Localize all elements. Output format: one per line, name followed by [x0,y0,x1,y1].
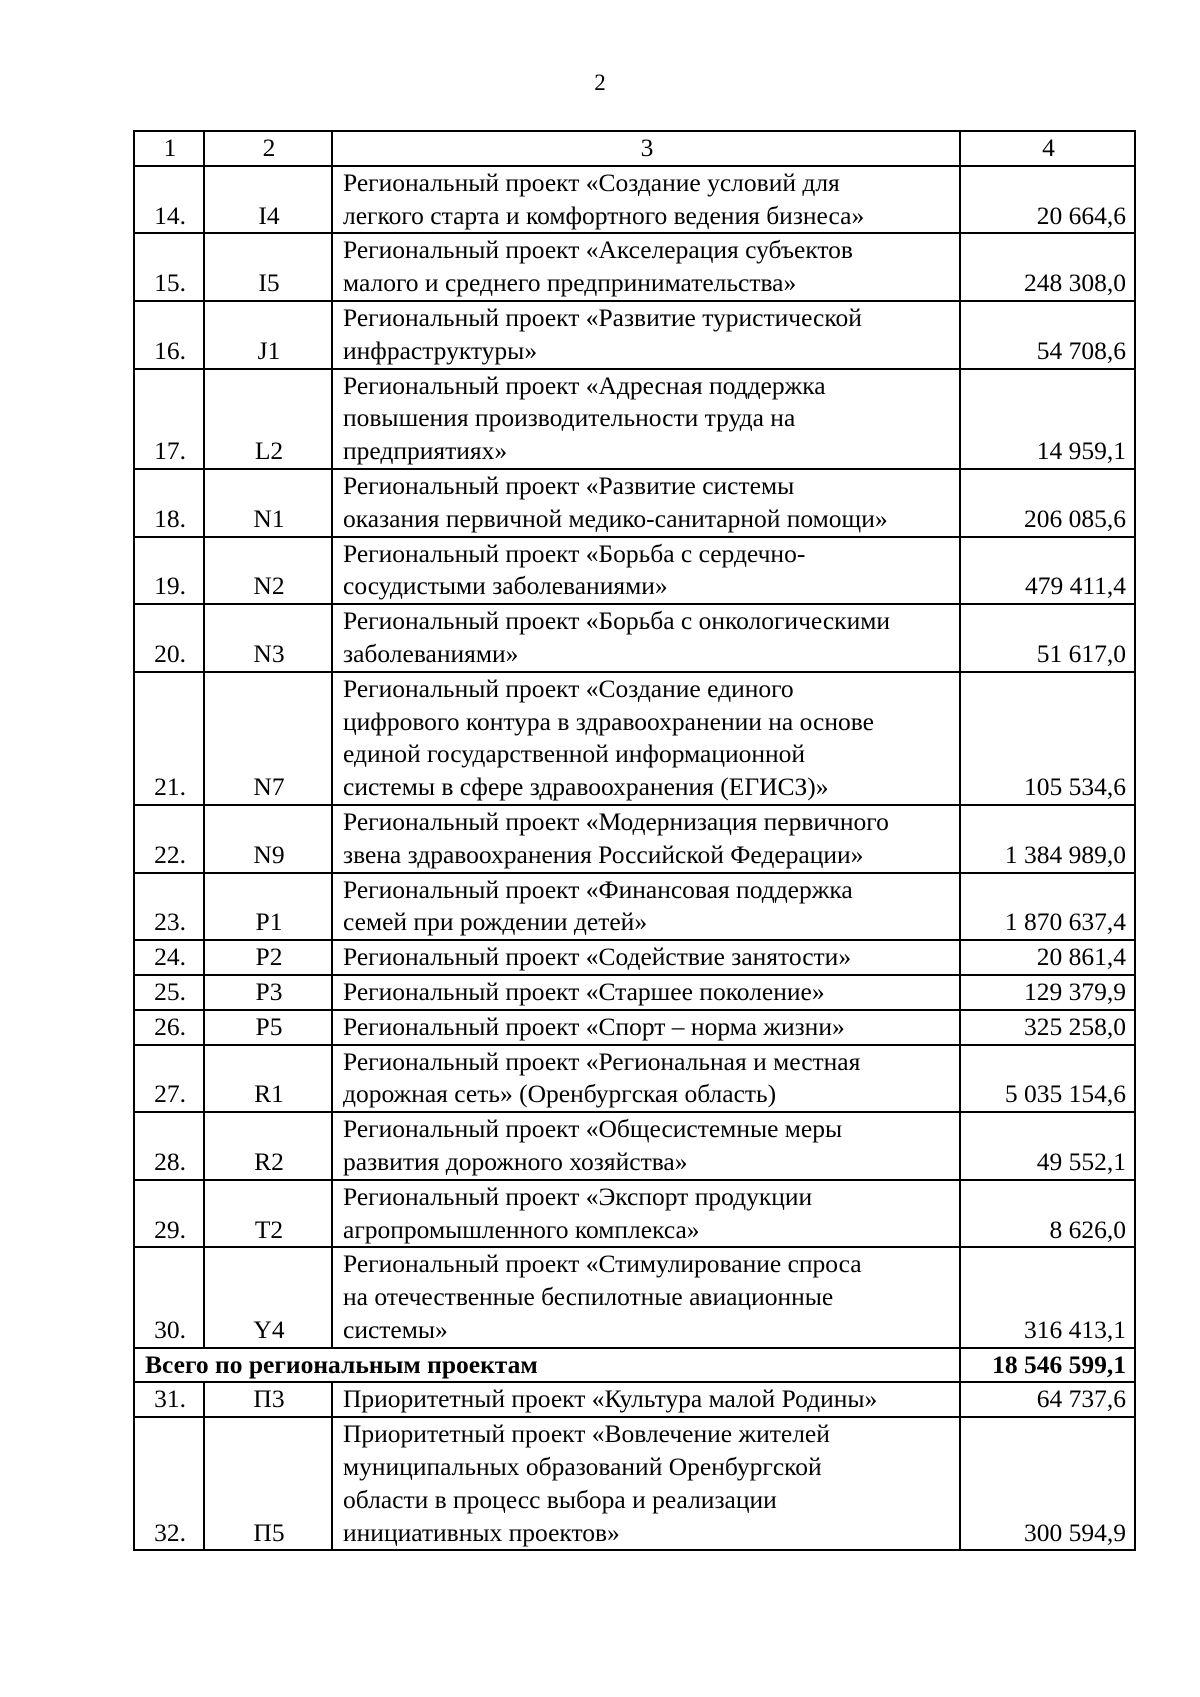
project-code: J1 [204,301,332,369]
table-row [134,369,1135,469]
project-name [332,369,960,469]
project-name-line: Приоритетный проект «Культура малой Родины» [343,1384,878,1414]
project-name [332,1417,960,1550]
project-name-line: оказания первичной медико-санитарной помощи» [343,503,888,533]
table-row [134,1417,1135,1550]
project-name-line: системы в сфере здравоохранения (ЕГИСЗ)» [343,772,829,802]
project-amount: 325 258,0 [960,1010,1135,1045]
total-label: Всего по региональным проектам [134,1348,960,1383]
row-number: 30. [134,1247,204,1347]
project-code: Y4 [204,1247,332,1347]
project-name-line: Региональный проект «Финансовая поддержка [343,874,853,904]
project-amount: 51 617,0 [960,604,1135,672]
project-code: I5 [204,233,332,301]
table-row [134,805,1135,873]
row-number: 32. [134,1417,204,1550]
total-amount: 18 546 599,1 [960,1348,1135,1383]
project-name-line: области в процесс выбора и реализации [343,1484,777,1514]
project-code: N2 [204,537,332,605]
projects-budget-table [133,130,1136,1551]
table-row [134,975,1135,1010]
page-number: 2 [594,70,606,95]
table-row [134,166,1135,234]
project-name-line: Региональный проект «Создание единого [343,673,794,703]
row-number: 26. [134,1010,204,1045]
project-name-line: развития дорожного хозяйства» [343,1146,688,1176]
row-number: 29. [134,1180,204,1248]
header-col-3: 3 [332,131,960,166]
row-number: 18. [134,469,204,537]
project-name-line: предприятиях» [343,436,508,466]
project-amount: 20 861,4 [960,940,1135,975]
header-col-1: 1 [134,131,204,166]
project-name [332,1010,960,1045]
project-code: R2 [204,1112,332,1180]
project-amount: 49 552,1 [960,1112,1135,1180]
project-amount: 1 870 637,4 [960,873,1135,941]
project-name-line: Региональный проект «Спорт – норма жизни» [343,1011,845,1041]
project-name [332,672,960,805]
project-code: П5 [204,1417,332,1550]
project-code: N7 [204,672,332,805]
project-code: N9 [204,805,332,873]
project-name-line: агропромышленного комплекса» [343,1214,700,1244]
project-name-line: дорожная сеть» (Оренбургская область) [343,1079,777,1109]
project-name-line: повышения производительности труда на [343,403,796,433]
project-name [332,873,960,941]
table-row [134,1010,1135,1045]
project-amount: 5 035 154,6 [960,1045,1135,1113]
project-name-line: Региональный проект «Региональная и местная [343,1046,861,1076]
row-number: 14. [134,166,204,234]
project-name-line: малого и среднего предпринимательства» [343,268,797,298]
project-name-line: семей при рождении детей» [343,907,648,937]
project-code: P1 [204,873,332,941]
project-name-line: муниципальных образований Оренбургской [343,1452,822,1482]
project-amount: 248 308,0 [960,233,1135,301]
row-number: 21. [134,672,204,805]
table-row [134,1382,1135,1417]
project-name-line: Региональный проект «Модернизация первичного [343,806,889,836]
project-name-line: Региональный проект «Старшее поколение» [343,976,825,1006]
header-col-4: 4 [960,131,1135,166]
table-row [134,873,1135,941]
project-name-line: Региональный проект «Борьба с онкологическими [343,606,890,636]
table-row [134,469,1135,537]
project-amount: 64 737,6 [960,1382,1135,1417]
project-code: L2 [204,369,332,469]
project-name [332,1045,960,1113]
project-name-line: на отечественные беспилотные авиационные [343,1282,834,1312]
project-name [332,805,960,873]
table-body [134,131,1135,1550]
project-name-line: цифрового контура в здравоохранении на основе [343,706,874,736]
project-name-line: Региональный проект «Борьба с сердечно- [343,538,806,568]
table-row [134,940,1135,975]
project-name [332,604,960,672]
project-amount: 14 959,1 [960,369,1135,469]
project-name-line: системы» [343,1314,448,1344]
project-name-line: Региональный проект «Общесистемные меры [343,1114,843,1144]
project-name [332,1112,960,1180]
project-code: R1 [204,1045,332,1113]
project-name [332,166,960,234]
row-number: 16. [134,301,204,369]
project-code: P3 [204,975,332,1010]
table-row [134,672,1135,805]
header-col-2: 2 [204,131,332,166]
row-number: 15. [134,233,204,301]
row-number: 27. [134,1045,204,1113]
project-amount: 105 534,6 [960,672,1135,805]
row-number: 19. [134,537,204,605]
project-name-line: Региональный проект «Развитие системы [343,470,795,500]
project-name-line: сосудистыми заболеваниями» [343,571,668,601]
row-number: 24. [134,940,204,975]
table-row [134,537,1135,605]
project-name-line: звена здравоохранения Российской Федерации» [343,839,864,869]
project-amount: 8 626,0 [960,1180,1135,1248]
project-amount: 129 379,9 [960,975,1135,1010]
project-amount: 1 384 989,0 [960,805,1135,873]
project-name-line: Приоритетный проект «Вовлечение жителей [343,1419,830,1449]
row-number: 31. [134,1382,204,1417]
project-name-line: инфраструктуры» [343,335,538,365]
row-number: 22. [134,805,204,873]
project-name [332,975,960,1010]
project-name-line: Региональный проект «Адресная поддержка [343,370,826,400]
project-amount: 300 594,9 [960,1417,1135,1550]
project-name [332,1247,960,1347]
project-code: P5 [204,1010,332,1045]
project-code: N1 [204,469,332,537]
project-name-line: Региональный проект «Содействие занятости» [343,942,852,972]
project-code: P2 [204,940,332,975]
table-row [134,604,1135,672]
project-name [332,233,960,301]
row-number: 25. [134,975,204,1010]
project-code: I4 [204,166,332,234]
project-name [332,469,960,537]
table-row [134,1247,1135,1347]
table-row [134,301,1135,369]
table-row [134,1180,1135,1248]
project-name-line: Региональный проект «Развитие туристической [343,302,862,332]
row-number: 23. [134,873,204,941]
project-name [332,940,960,975]
project-code: T2 [204,1180,332,1248]
row-number: 17. [134,369,204,469]
project-name [332,1180,960,1248]
project-code: N3 [204,604,332,672]
table-row [134,1112,1135,1180]
table-row [134,233,1135,301]
project-name-line: Региональный проект «Акселерация субъектов [343,235,853,265]
project-name-line: заболеваниями» [343,638,519,668]
project-name-line: инициативных проектов» [343,1517,620,1547]
project-name [332,537,960,605]
table-row [134,1045,1135,1113]
project-name-line: единой государственной информационной [343,739,806,769]
project-amount: 316 413,1 [960,1247,1135,1347]
project-amount: 479 411,4 [960,537,1135,605]
project-name-line: легкого старта и комфортного ведения бизнеса» [343,200,865,230]
row-number: 20. [134,604,204,672]
project-name-line: Региональный проект «Экспорт продукции [343,1181,813,1211]
project-name-line: Региональный проект «Создание условий для [343,167,840,197]
project-amount: 206 085,6 [960,469,1135,537]
table-header-row [134,131,1135,166]
project-name [332,1382,960,1417]
row-number: 28. [134,1112,204,1180]
project-name [332,301,960,369]
project-code: П3 [204,1382,332,1417]
project-amount: 20 664,6 [960,166,1135,234]
project-name-line: Региональный проект «Стимулирование спроса [343,1249,862,1279]
project-amount: 54 708,6 [960,301,1135,369]
total-row [134,1348,1135,1383]
